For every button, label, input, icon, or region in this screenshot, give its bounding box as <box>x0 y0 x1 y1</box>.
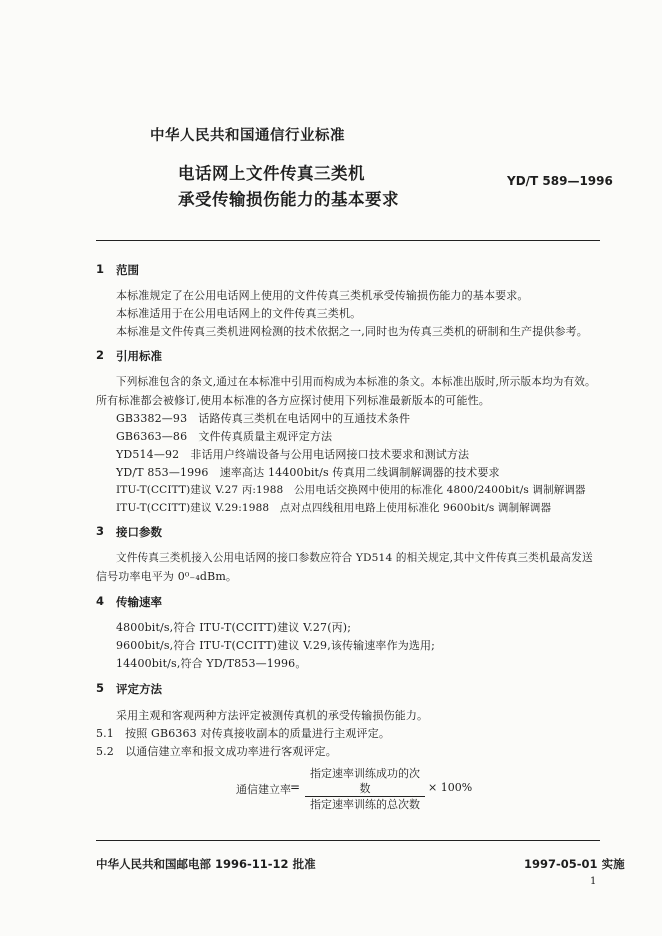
formula-label: 通信建立率 <box>236 783 291 796</box>
reference-item: YD514—92 非话用户终端设备与公用电话网接口技术要求和测试方法 <box>116 448 470 461</box>
section-1-title: 范围 <box>116 263 139 277</box>
reference-item: ITU-T(CCITT)建议 V.27 丙:1988 公用电话交换网中使用的标准化 4800/2400bit/s 调制解调器 <box>116 484 586 496</box>
section-3-text: 信号功率电平为 0⁰₋₄dBm。 <box>96 570 238 583</box>
section-5-number: 5 <box>96 681 105 695</box>
section-1-paragraph: 本标准适用于在公用电话网上的文件传真三类机。 <box>116 307 362 320</box>
footer-rule <box>96 840 600 841</box>
section-3-number: 3 <box>96 524 105 538</box>
section-4-title: 传输速率 <box>116 595 162 609</box>
page-number: 1 <box>590 876 597 887</box>
section-2-title: 引用标准 <box>116 349 162 363</box>
section-3-text: 文件传真三类机接入公用电话网的接口参数应符合 YD514 的相关规定,其中文件传真三类机最高发送 <box>116 552 593 564</box>
section-1-number: 1 <box>96 262 105 276</box>
subsection-item: 5.2 以通信建立率和报文成功率进行客观评定。 <box>96 745 337 758</box>
rate-item: 4800bit/s,符合 ITU-T(CCITT)建议 V.27(丙); <box>116 621 352 634</box>
section-5-title: 评定方法 <box>116 682 162 696</box>
reference-item: ITU-T(CCITT)建议 V.29:1988 点对点四线租用电路上使用标准化 9600bit/s 调制解调器 <box>116 502 552 514</box>
section-4-number: 4 <box>96 594 105 608</box>
formula-multiplier: × 100% <box>428 781 473 794</box>
reference-item: YD/T 853—1996 速率高达 14400bit/s 传真用二线调制解调器的技术要求 <box>116 466 500 479</box>
section-3-title: 接口参数 <box>116 525 162 539</box>
formula-equals: = <box>290 780 301 794</box>
section-5-intro: 采用主观和客观两种方法评定被测传真机的承受传输损伤能力。 <box>116 709 429 722</box>
standard-number: YD/T 589—1996 <box>507 174 613 188</box>
rate-item: 9600bit/s,符合 ITU-T(CCITT)建议 V.29,该传输速率作为选用; <box>116 639 436 652</box>
approval-info: 中华人民共和国邮电部 1996-11-12 批准 <box>96 857 316 871</box>
section-2-number: 2 <box>96 348 105 362</box>
implementation-date: 1997-05-01 实施 <box>524 857 625 871</box>
subsection-item: 5.1 按照 GB6363 对传真接收副本的质量进行主观评定。 <box>96 727 390 740</box>
section-2-intro: 下列标准包含的条文,通过在本标准中引用而构成为本标准的条文。本标准出版时,所示版本均为有效。 <box>116 376 596 388</box>
formula-denominator: 指定速率训练的总次数 <box>305 796 425 812</box>
section-1-paragraph: 本标准是文件传真三类机进网检测的技术依据之一,同时也为传真三类机的研制和生产提供参考。 <box>116 325 588 338</box>
issuer-title: 中华人民共和国通信行业标准 <box>150 128 345 144</box>
reference-item: GB3382—93 话路传真三类机在电话网中的互通技术条件 <box>116 412 411 425</box>
header-rule <box>96 240 600 241</box>
document-title-line2: 承受传输损伤能力的基本要求 <box>178 190 399 209</box>
document-title-line1: 电话网上文件传真三类机 <box>178 164 365 183</box>
formula-fraction <box>305 766 425 812</box>
formula-numerator: 指定速率训练成功的次数 <box>310 767 420 795</box>
reference-item: GB6363—86 文件传真质量主观评定方法 <box>116 430 333 443</box>
section-2-intro: 所有标准都会被修订,使用本标准的各方应探讨使用下列标准最新版本的可能性。 <box>96 394 490 407</box>
rate-item: 14400bit/s,符合 YD/T853—1996。 <box>116 657 307 670</box>
section-1-paragraph: 本标准规定了在公用电话网上使用的文件传真三类机承受传输损伤能力的基本要求。 <box>116 289 529 302</box>
